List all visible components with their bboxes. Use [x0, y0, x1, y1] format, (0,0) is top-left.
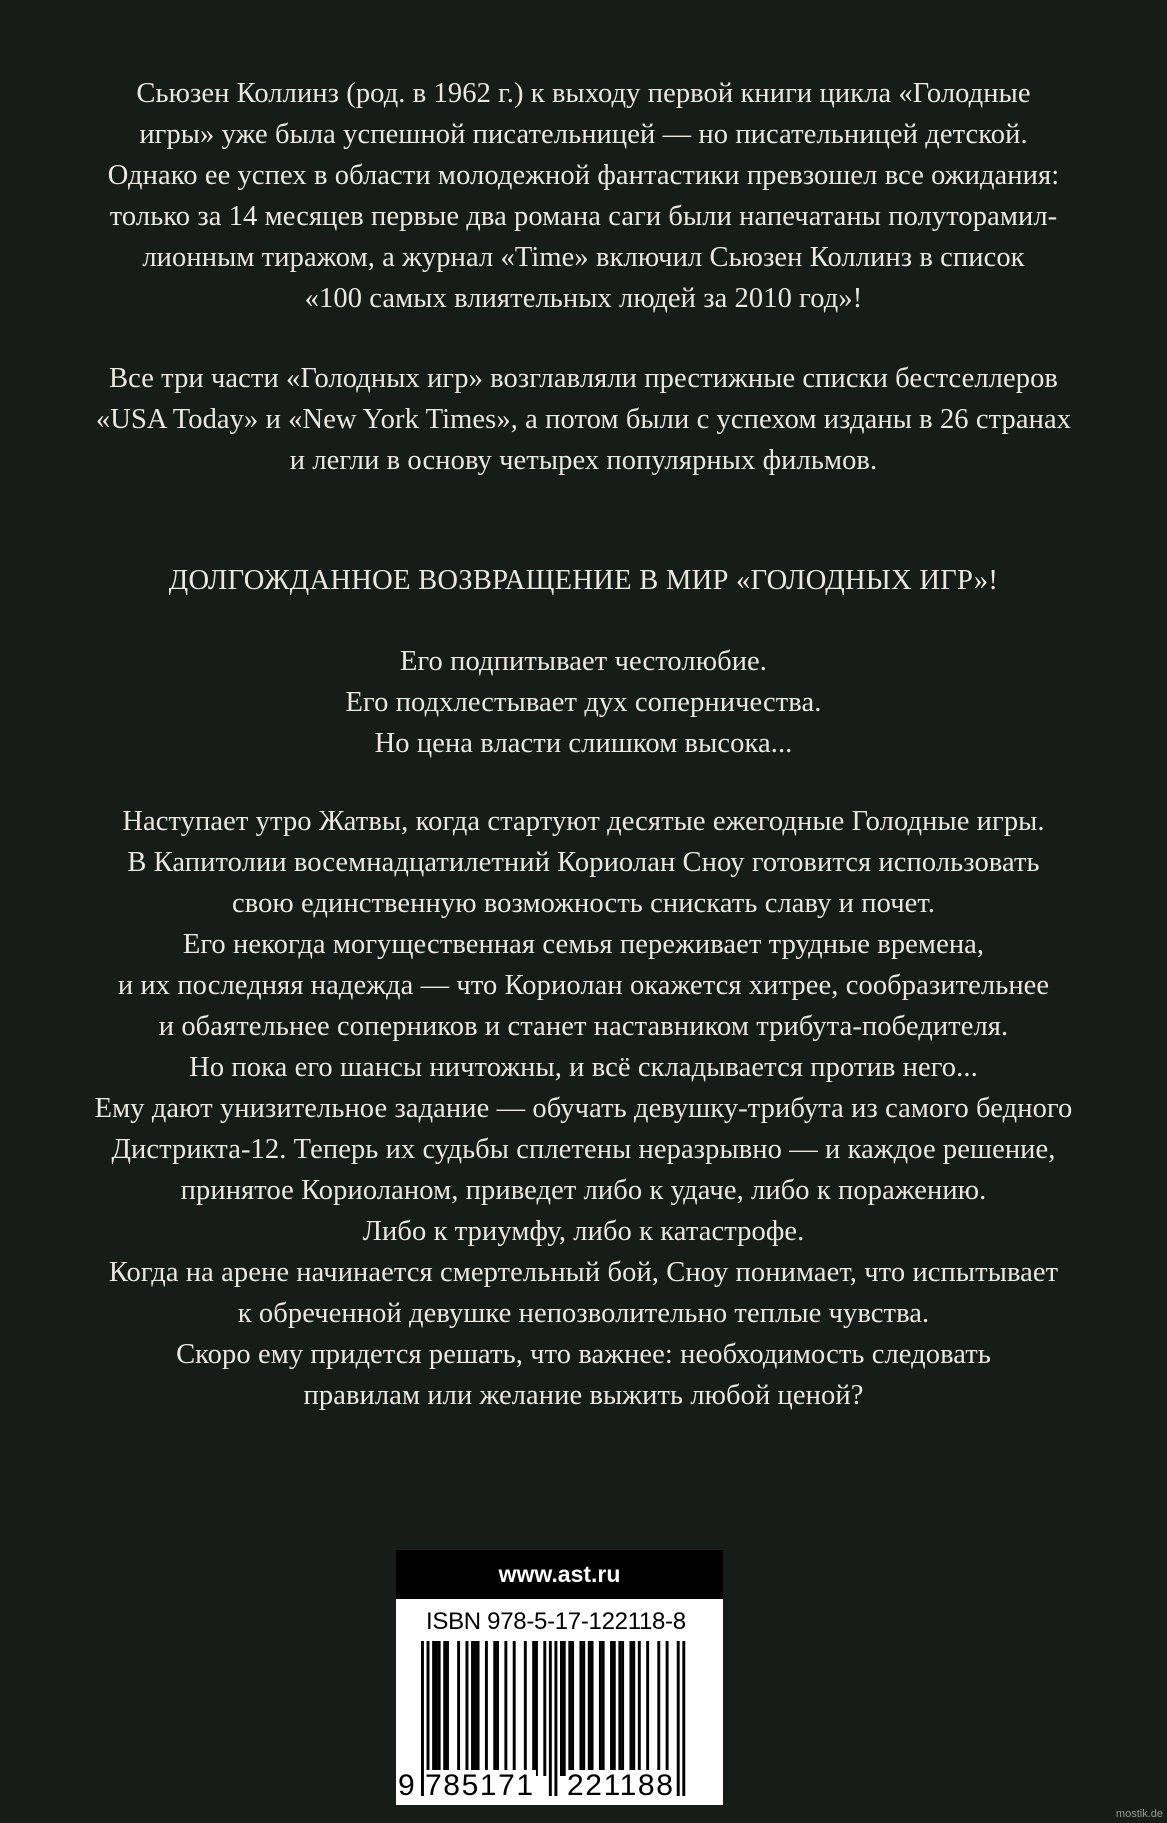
publisher-website: www.ast.ru: [396, 1550, 723, 1599]
tagline-paragraph: [40, 641, 1127, 764]
text-line: принятое Кориоланом, приведет либо к удаче, либо к поражению.: [180, 1175, 987, 1206]
barcode-bar: [457, 1641, 460, 1776]
barcode-bar: [621, 1641, 624, 1776]
barcode-bar: [630, 1641, 633, 1776]
barcode-bar: [485, 1641, 488, 1776]
text-line: Когда на арене начинается смертельный бой, Сноу понимает, что испытывает: [108, 1257, 1059, 1288]
text-line: Дистрикта-12. Теперь их судьбы сплетены неразрывно — и каждое решение,: [111, 1134, 1056, 1165]
barcode-bar: [443, 1641, 446, 1776]
text-line: Ему дают унизительное задание — обучать девушку-трибута из самого бедного: [94, 1093, 1073, 1124]
barcode-bar: [524, 1641, 527, 1776]
barcode-bar: [493, 1641, 496, 1776]
barcode-bar: [504, 1641, 507, 1776]
text-line: Однако ее успех в области молодежной фантастики превзошел все ожидания:: [107, 160, 1060, 191]
ean-left-digits: 785171: [425, 1769, 535, 1802]
text-line: Его некогда могущественная семья переживает трудные времена,: [182, 929, 985, 960]
barcode-bar: [632, 1641, 635, 1776]
barcode-bar: [432, 1641, 435, 1776]
text-line: В Капитолии восемнадцатилетний Кориолан Сноу готовится использовать: [127, 847, 1040, 878]
headline: [40, 560, 1127, 601]
barcode-bar: [582, 1641, 585, 1776]
text-line: Все три части «Голодных игр» возглавляли престижные списки бестселлеров: [108, 363, 1058, 394]
barcode-bar: [474, 1641, 477, 1776]
text-line: Его подпитывает честолюбие.: [399, 646, 768, 677]
ean-first-digit: 9: [398, 1769, 417, 1802]
text-line: игры» уже была успешной писательницей — но писательницей детской.: [139, 119, 1028, 150]
barcode-bar: [535, 1641, 538, 1776]
text-line: «USA Today» и «New York Times», а потом были с успехом изданы в 26 странах: [95, 404, 1072, 435]
text-line: Его подхлестывает дух соперничества.: [345, 687, 822, 718]
barcode-bar: [435, 1641, 438, 1776]
barcode-bar: [496, 1641, 499, 1776]
text-line: лионным тиражом, а журнал «Time» включил Сьюзен Коллинз в список: [142, 242, 1025, 273]
text-line: Наступает утро Жатвы, когда стартуют десятые ежегодные Голодные игры.: [122, 806, 1045, 837]
barcode-bar: [599, 1641, 602, 1776]
isbn-barcode-panel: [396, 1550, 723, 1805]
barcode-bar: [588, 1641, 591, 1776]
text-line: «100 самых влиятельных людей за 2010 год»!: [304, 283, 863, 314]
text-line: и обаятельнее соперников и станет наставником трибута-победителя.: [158, 1011, 1009, 1042]
text-line: свою единственную возможность снискать славу и почет.: [231, 888, 936, 919]
barcode-bar: [646, 1641, 649, 1776]
barcode-bar: [532, 1641, 535, 1776]
watermark: mostik.de: [1115, 1808, 1163, 1820]
bestsellers-paragraph: [40, 358, 1127, 481]
barcode-bar: [563, 1641, 566, 1776]
barcode-bar: [638, 1641, 641, 1776]
text-line: и их последняя надежда — что Кориолан окажется хитрее, сообразительнее: [117, 970, 1050, 1001]
barcode-bar: [591, 1641, 594, 1776]
synopsis-paragraph: [40, 801, 1127, 1416]
barcode-bar: [471, 1641, 474, 1776]
barcode-bar: [666, 1641, 669, 1776]
text-line: Но цена власти слишком высока...: [374, 728, 793, 759]
barcode-bar: [602, 1641, 605, 1776]
barcode-bar: [568, 1641, 571, 1776]
author-bio-paragraph: [40, 73, 1127, 319]
barcode-bar: [560, 1641, 563, 1776]
barcode-bar: [610, 1641, 613, 1776]
barcode-bar: [618, 1641, 621, 1776]
barcode-bar: [613, 1641, 616, 1776]
headline-text: ДОЛГОЖДАННОЕ ВОЗВРАЩЕНИЕ В МИР «ГОЛОДНЫХ ИГР»!: [168, 565, 999, 596]
text-line: и легли в основу четырех популярных фильмов.: [289, 445, 878, 476]
barcode-bar: [465, 1641, 468, 1776]
barcode-bar: [657, 1641, 660, 1776]
isbn-number: ISBN 978-5-17-122118-8: [426, 1608, 686, 1635]
ean-right-digits: 221188: [567, 1769, 675, 1802]
barcode-bar: [438, 1641, 441, 1776]
barcode-bar: [571, 1641, 574, 1776]
barcode-bar: [543, 1641, 546, 1776]
barcode-bar: [513, 1641, 516, 1776]
barcode-bar: [579, 1641, 582, 1776]
text-line: правилам или желание выжить любой ценой?: [303, 1380, 864, 1411]
text-line: только за 14 месяцев первые два романа саги были напечатаны полуторамил-: [109, 201, 1058, 232]
text-line: к обреченной девушке непозволительно теплые чувства.: [237, 1298, 930, 1329]
text-line: Скоро ему придется решать, что важнее: необходимость следовать: [176, 1339, 991, 1370]
barcode-bar: [477, 1641, 480, 1776]
text-line: Либо к триумфу, либо к катастрофе.: [362, 1216, 805, 1247]
text-line: Но пока его шансы ничтожны, и всё складывается против него...: [189, 1052, 978, 1083]
barcode-bar: [446, 1641, 449, 1776]
ean-digits: [396, 1770, 723, 1802]
text-line: Сьюзен Коллинз (род. в 1962 г.) к выходу первой книги цикла «Голодные: [136, 78, 1031, 109]
